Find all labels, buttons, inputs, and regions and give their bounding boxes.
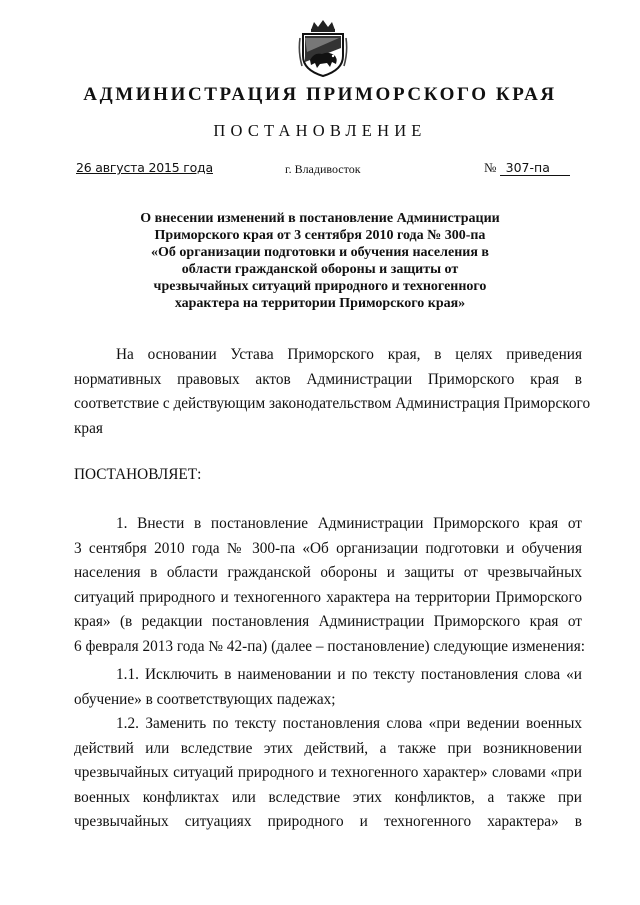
document-number (484, 160, 570, 176)
resolve-heading: ПОСТАНОВЛЯЕТ: (74, 466, 202, 483)
number-value: 307-па (500, 160, 570, 176)
document-date: 26 августа 2015 года (76, 160, 213, 175)
subject-line: О внесении изменений в постановление Администрации (140, 211, 500, 226)
text-line: 6 февраля 2013 года № 42-па) (далее – постановление) следующие изменения: (74, 637, 585, 655)
subject-line: характера на территории Приморского края» (174, 296, 466, 311)
coat-of-arms-icon (298, 18, 348, 78)
text-line: соответствие с действующим законодательством Администрация Приморского (74, 395, 591, 412)
document-subject (100, 210, 540, 312)
subject-line: чрезвычайных ситуаций природного и техногенного (153, 279, 487, 294)
item-1-2-paragraph (74, 712, 582, 835)
subject-line: «Об организации подготовки и обучения населения в (151, 245, 489, 260)
text-line: обучение» в соответствующих падежах; (74, 690, 336, 708)
text-line: 1.2. Заменить по тексту постановления слова «при ведении военных (116, 715, 582, 732)
text-line: нормативных правовых актов Администрации Приморского края в (74, 370, 582, 388)
text-line: военных конфликтах или вследствие этих конфликтов, а также при (74, 788, 582, 806)
text-line: ситуаций природного и техногенного характера на территории Приморского (74, 588, 582, 606)
text-line: 1.1. Исключить в наименовании и по тексту постановления слова «и (116, 666, 582, 683)
text-line: края» (в редакции постановления Администрации Приморского края от (74, 613, 582, 630)
document-city: г. Владивосток (285, 162, 361, 176)
item-1-1-paragraph (74, 663, 582, 712)
document-type: ПОСТАНОВЛЕНИЕ (213, 121, 427, 140)
text-line: чрезвычайных ситуаций природного и техногенного характер» словами «при (74, 764, 582, 781)
text-line: На основании Устава Приморского края, в целях приведения (116, 346, 582, 363)
text-line: 1. Внести в постановление Администрации Приморского края от (116, 515, 582, 532)
number-prefix: № (484, 160, 497, 175)
text-line: чрезвычайных ситуациях природного и техногенного характера» в (74, 813, 582, 830)
text-line: края (74, 419, 103, 437)
subject-line: области гражданской обороны и защиты от (181, 262, 459, 277)
subject-line: Приморского края от 3 сентября 2010 года № 300-па (154, 228, 486, 243)
item-1-paragraph (74, 512, 585, 659)
preamble-paragraph (74, 343, 591, 441)
text-line: 3 сентября 2010 года № 300-па «Об организации подготовки и обучения (74, 539, 582, 557)
text-line: действий или вследствие этих действий, а также при возникновении (74, 739, 582, 757)
document-meta (0, 160, 640, 182)
text-line: населения в области гражданской обороны и защиты от чрезвычайных (74, 564, 582, 581)
organization-title: АДМИНИСТРАЦИЯ ПРИМОРСКОГО КРАЯ (83, 84, 557, 105)
